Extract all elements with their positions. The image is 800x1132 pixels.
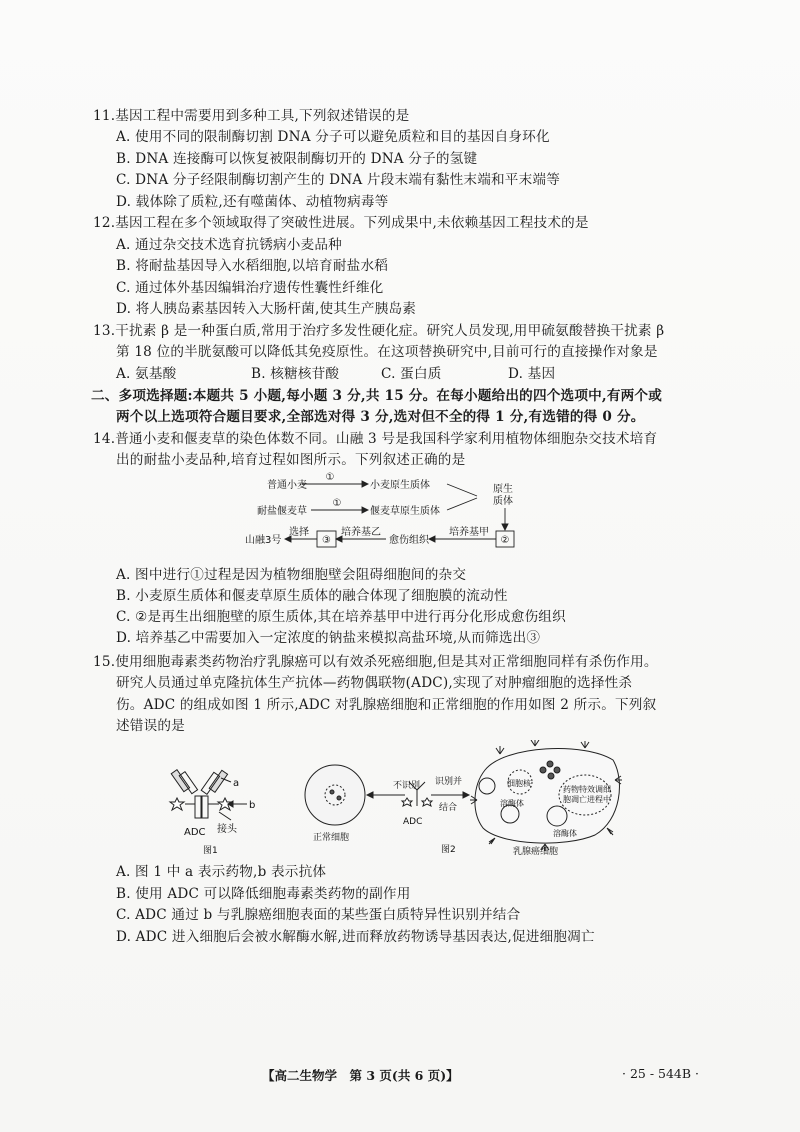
q14-stem-line2: 出的耐盐小麦品种,培育过程如图所示。下列叙述正确的是 xyxy=(116,452,466,468)
q15-figure2-cell-action xyxy=(295,740,625,855)
section2-instructions-line1: 二、多项选择题:本题共 5 小题,每小题 3 分,共 15 分。在每小题给出的四个选项中,有两个或 xyxy=(91,388,663,404)
fig1-caption: 图1 xyxy=(203,846,218,855)
fig1-label-b: b xyxy=(249,800,256,811)
diagram-grass: 耐盐偃麦草 xyxy=(257,506,307,517)
fig2-not-recognize: 不识别 xyxy=(393,781,421,791)
fig2-recognize-line1: 识别并 xyxy=(435,777,463,787)
q11-option-a: A. 使用不同的限制酶切割 DNA 分子可以避免质粒和目的基因自身环化 xyxy=(116,129,550,145)
q15-stem-line3: 伤。ADC 的组成如图 1 所示,ADC 对乳腺癌细胞和正常细胞的作用如图 2 所示。下列叙 xyxy=(116,697,657,713)
section2-instructions-line2: 两个以上选项符合题目要求,全部选对得 3 分,选对但不全的得 1 分,有选错的得 0 分。 xyxy=(116,409,645,425)
diagram-box-step3: ③ xyxy=(322,535,331,546)
fig2-cancer-cell: 乳腺癌细胞 xyxy=(513,847,559,855)
q14-option-d: D. 培养基乙中需要加入一定浓度的钠盐来模拟高盐环境,从而筛选出③ xyxy=(116,630,541,646)
q13-stem-line2: 第 18 位的半胱氨酸可以降低其免疫原性。在这项替换研究中,目前可行的直接操作对象是 xyxy=(116,344,658,360)
q11-stem: 11.基因工程中需要用到多种工具,下列叙述错误的是 xyxy=(93,108,410,124)
diagram-wheat-protoplast: 小麦原生质体 xyxy=(370,480,430,491)
fig2-adc: ADC xyxy=(403,817,423,827)
diagram-fused-protoplast-bottom: 质体 xyxy=(493,496,513,507)
q13-stem-line1: 13.干扰素 β 是一种蛋白质,常用于治疗多发性硬化症。研究人员发现,用甲硫氨酸替换干扰素 β xyxy=(93,323,665,339)
diagram-grass-protoplast: 偃麦草原生质体 xyxy=(370,506,440,517)
q12-stem: 12.基因工程在多个领域取得了突破性进展。下列成果中,未依赖基因工程技术的是 xyxy=(93,215,589,231)
fig2-lysosome: 溶酶体 xyxy=(500,799,524,808)
fig2-lysosome-2: 溶酶体 xyxy=(553,829,577,838)
fig1-label-a: a xyxy=(233,778,240,789)
diagram-select: 选择 xyxy=(289,527,309,538)
fig1-linker: 接头 xyxy=(217,824,237,835)
q12-option-a: A. 通过杂交技术选育抗锈病小麦品种 xyxy=(116,237,342,253)
footer-page-info: 【高二生物学 第 3 页(共 6 页)】 xyxy=(262,1068,459,1083)
q12-option-d: D. 将人胰岛素基因转入大肠杆菌,使其生产胰岛素 xyxy=(116,301,417,317)
diagram-step1-bottom: ① xyxy=(332,498,342,509)
q14-option-b: B. 小麦原生质体和偃麦草原生质体的融合体现了细胞膜的流动性 xyxy=(116,588,508,604)
q15-stem-line2: 研究人员通过单克隆抗体生产抗体—药物偶联物(ADC),实现了对肿瘤细胞的选择性杀 xyxy=(116,675,633,691)
q14-flow-diagram xyxy=(245,470,535,560)
diagram-fused-protoplast-top: 原生 xyxy=(493,484,513,495)
fig1-adc: ADC xyxy=(184,827,206,838)
q13-option-a: A. 氨基酸 xyxy=(116,366,177,382)
q11-option-c: C. DNA 分子经限制酶切割产生的 DNA 片段末端有黏性末端和平末端等 xyxy=(116,172,560,188)
q11-option-d: D. 载体除了质粒,还有噬菌体、动植物病毒等 xyxy=(116,194,389,210)
q15-option-c: C. ADC 通过 b 与乳腺癌细胞表面的某些蛋白质特异性识别并结合 xyxy=(116,907,521,923)
diagram-wheat: 普通小麦 xyxy=(267,480,307,491)
fig2-drug-line1: 药物特效调细 xyxy=(563,785,611,794)
fig2-caption: 图2 xyxy=(441,845,456,855)
diagram-result: 山融3号 xyxy=(245,535,282,546)
fig2-nucleus: 细胞核 xyxy=(507,779,531,788)
q14-stem-line1: 14.普通小麦和偃麦草的染色体数不同。山融 3 号是我国科学家利用植物体细胞杂交技术培育 xyxy=(93,431,658,447)
q14-option-c: C. ②是再生出细胞壁的原生质体,其在培养基甲中进行再分化形成愈伤组织 xyxy=(116,609,566,625)
q12-option-b: B. 将耐盐基因导入水稻细胞,以培育耐盐水稻 xyxy=(116,258,389,274)
q15-stem-line1: 15.使用细胞毒素类药物治疗乳腺癌可以有效杀死癌细胞,但是其对正常细胞同样有杀伤作用。 xyxy=(93,654,658,670)
q11-option-b: B. DNA 连接酶可以恢复被限制酶切开的 DNA 分子的氢键 xyxy=(116,151,478,167)
fig2-recognize-line2: 结合 xyxy=(439,803,458,813)
q15-option-a: A. 图 1 中 a 表示药物,b 表示抗体 xyxy=(116,864,327,880)
diagram-step1-top: ① xyxy=(325,472,335,483)
q14-option-a: A. 图中进行①过程是因为植物细胞壁会阻碍细胞间的杂交 xyxy=(116,567,467,583)
diagram-medium-a: 培养基甲 xyxy=(449,527,489,538)
q15-stem-line4: 述错误的是 xyxy=(116,718,185,734)
fig2-normal-cell: 正常细胞 xyxy=(313,833,350,843)
q13-option-b: B. 核糖核苷酸 xyxy=(251,366,340,382)
q15-option-b: B. 使用 ADC 可以降低细胞毒素类药物的副作用 xyxy=(116,886,411,902)
footer-code: · 25 - 544B · xyxy=(622,1066,700,1081)
diagram-callus: 愈伤组织 xyxy=(389,535,429,546)
q15-option-d: D. ADC 进入细胞后会被水解酶水解,进而释放药物诱导基因表达,促进细胞凋亡 xyxy=(116,929,595,945)
fig2-drug-line2: 胞凋亡进程中 xyxy=(563,795,611,804)
q13-option-c: C. 蛋白质 xyxy=(381,366,442,382)
q12-option-c: C. 通过体外基因编辑治疗遗传性囊性纤维化 xyxy=(116,280,384,296)
diagram-medium-b: 培养基乙 xyxy=(341,527,381,538)
q15-figure1-adc xyxy=(165,760,275,855)
q13-option-d: D. 基因 xyxy=(508,366,556,382)
diagram-box-step2: ② xyxy=(500,535,510,546)
